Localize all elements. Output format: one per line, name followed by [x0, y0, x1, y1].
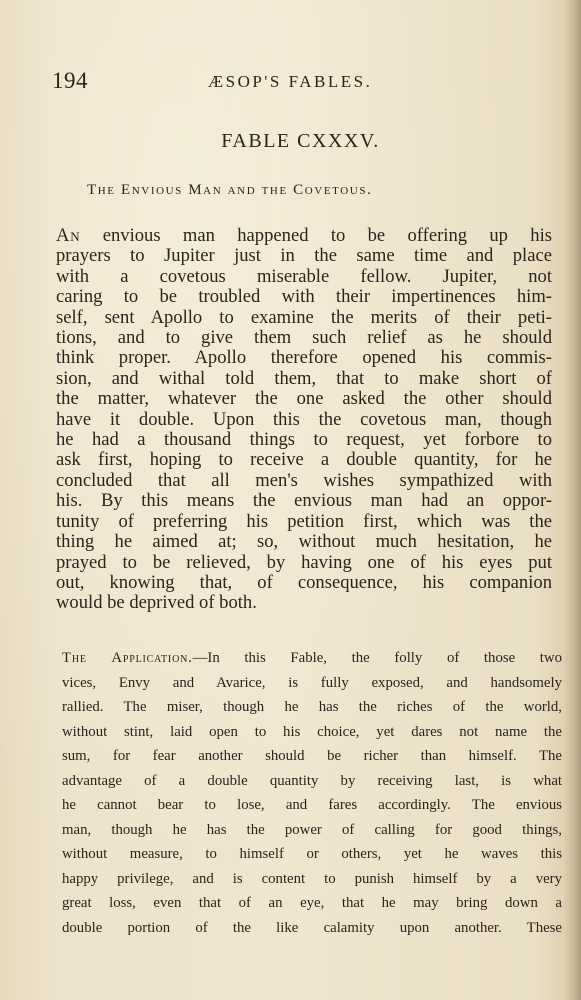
- application-line: great loss, even that of an eye, that he may bring down a: [62, 895, 562, 911]
- body-line: concluded that all men's wishes sympathized with: [56, 469, 552, 491]
- application-line: double portion of the like calamity upon another. These: [62, 919, 562, 936]
- body-line: out, knowing that, of consequence, his companion: [56, 571, 552, 593]
- application-line-text: —In this Fable, the folly of those two: [192, 650, 563, 666]
- body-line-text: envious man happened to be offering up his: [102, 225, 552, 246]
- page-number: 194: [52, 68, 88, 93]
- application-line: happy privilege, and is content to punish himself by a very: [62, 870, 562, 887]
- body-line: ask first, hoping to receive a double quantity, for he: [56, 449, 552, 471]
- application-line: advantage of a double quantity by receiving last, is what: [62, 772, 562, 789]
- running-head: ÆSOP'S FABLES.: [208, 72, 373, 91]
- application-label: The Application.: [62, 650, 193, 666]
- body-line: his. By this means the envious man had an oppor-: [56, 490, 552, 512]
- body-line: with a covetous miserable fellow. Jupiter, not: [56, 265, 552, 287]
- body-line: [56, 226, 552, 246]
- body-line: think proper. Apollo therefore opened his commis-: [56, 347, 552, 369]
- application-line: [62, 646, 562, 671]
- application-line: he cannot bear to lose, and fares accordingly. The envious: [62, 797, 562, 813]
- body-line: tions, and to give them such relief as he should: [56, 327, 552, 349]
- fable-title: The Envious Man and the Covetous.: [87, 182, 373, 198]
- body-line: caring to be troubled with their impertinences him-: [56, 286, 552, 308]
- body-line: would be deprived of both.: [56, 592, 257, 614]
- application-line: rallied. The miser, though he has the riches of the world,: [62, 699, 562, 715]
- body-line: prayers to Jupiter just in the same time and place: [56, 245, 552, 267]
- body-line: have it double. Upon this the covetous man, though: [56, 408, 552, 430]
- body-line: he had a thousand things to request, yet forbore to: [56, 429, 552, 451]
- body-line: self, sent Apollo to examine the merits of their peti-: [56, 306, 552, 328]
- body-line: sion, and withal told them, that to make short of: [56, 367, 552, 389]
- body-line: the matter, whatever the one asked the other should: [56, 388, 552, 410]
- body-line: thing he aimed at; so, without much hesitation, he: [56, 531, 552, 553]
- application-line: sum, for fear another should be richer than himself. The: [62, 748, 562, 764]
- application-line: without measure, to himself or others, yet he waves this: [62, 846, 562, 862]
- application-section: [62, 646, 562, 940]
- application-line: man, though he has the power of calling for good things,: [62, 821, 562, 838]
- fable-number: FABLE CXXXV.: [221, 130, 380, 152]
- application-line: without stint, laid open to his choice, yet dares not name the: [62, 723, 562, 740]
- fable-body: [56, 226, 552, 614]
- body-line: tunity of preferring his petition first, which was the: [56, 510, 552, 532]
- lead-word: An: [56, 225, 81, 246]
- application-line: vices, Envy and Avarice, is fully exposed, and handsomely: [62, 674, 562, 691]
- body-line: prayed to be relieved, by having one of his eyes put: [56, 551, 552, 573]
